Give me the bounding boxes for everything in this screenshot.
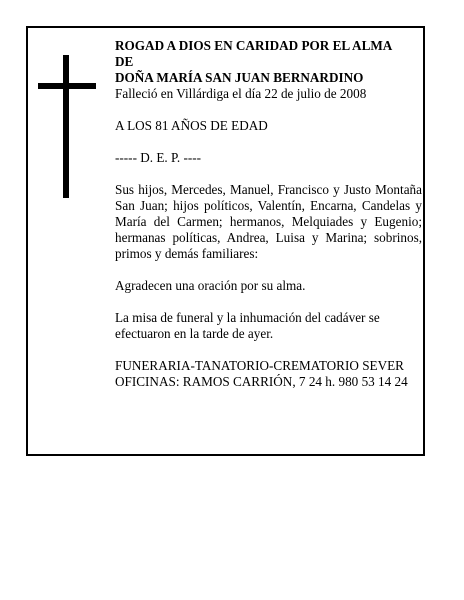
offices-line: OFICINAS: RAMOS CARRIÓN, 7 24 h. 980 53 14 24 bbox=[115, 374, 408, 389]
obituary-text bbox=[115, 38, 422, 390]
funeral-home: FUNERARIA-TANATORIO-CREMATORIO SEVER bbox=[115, 358, 404, 373]
heading-line-1: ROGAD A DIOS EN CARIDAD POR EL ALMA bbox=[115, 38, 393, 53]
rip-line: ----- D. E. P. ---- bbox=[115, 150, 202, 165]
cross-icon-bar bbox=[38, 83, 96, 89]
family-paragraph: Sus hijos, Mercedes, Manuel, Francisco y Justo Montaña San Juan; hijos políticos, Valentín, Encarna, Candelas y María del Carmen; hermanos, Melquiades y Eugenio; hermanas políticas, Andrea, Luisa y Marina; sobrinos, primos y demás familiares: bbox=[115, 182, 422, 261]
cross-icon bbox=[63, 55, 69, 198]
deceased-name: DOÑA MARÍA SAN JUAN BERNARDINO bbox=[115, 70, 364, 85]
age-line: A LOS 81 AÑOS DE EDAD bbox=[115, 118, 268, 133]
thanks-line: Agradecen una oración por su alma. bbox=[115, 278, 306, 293]
heading-line-2: DE bbox=[115, 54, 134, 69]
funeral-info: La misa de funeral y la inhumación del cadáver se efectuaron en la tarde de ayer. bbox=[115, 310, 380, 341]
death-info: Falleció en Villárdiga el día 22 de julio de 2008 bbox=[115, 86, 367, 101]
